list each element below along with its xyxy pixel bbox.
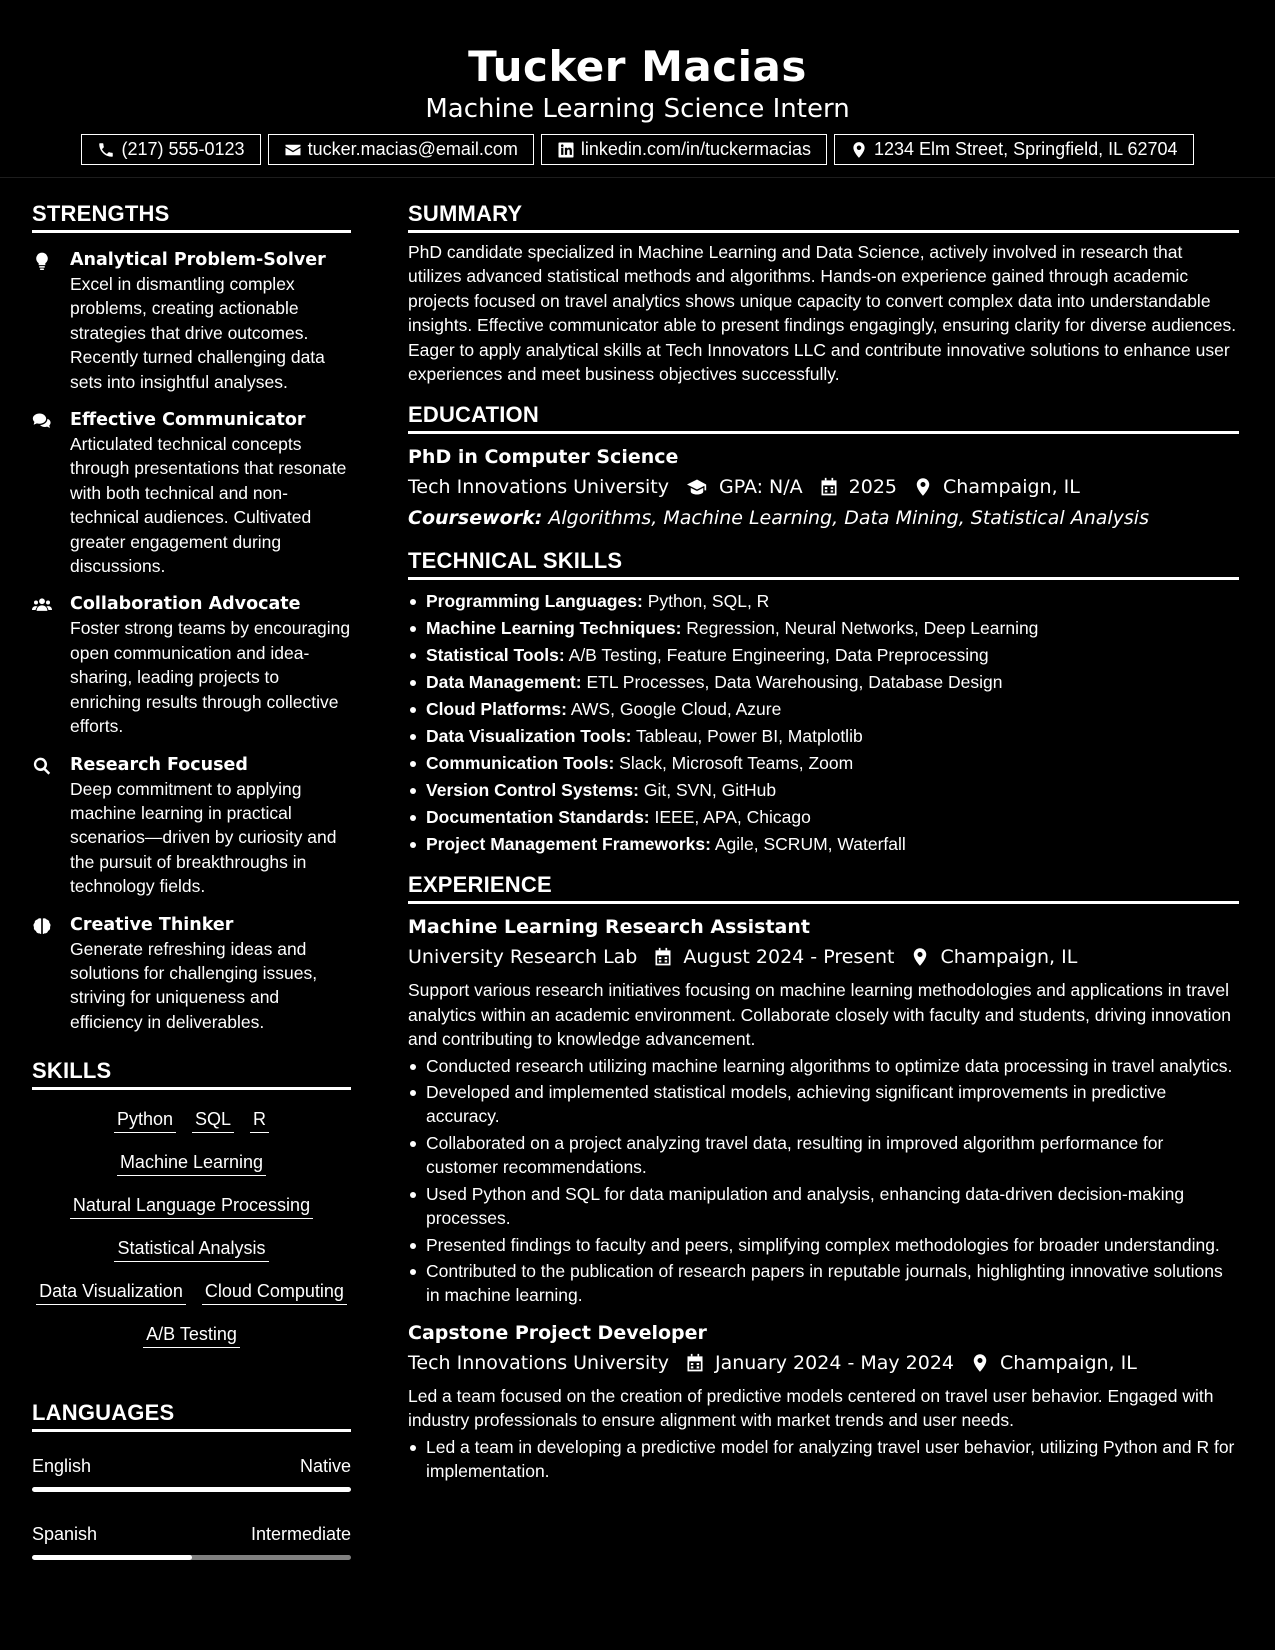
language-proficiency-bar	[32, 1555, 351, 1560]
experience-title: EXPERIENCE	[408, 872, 1239, 904]
skill-tag: Python	[114, 1106, 176, 1133]
education-school: Tech Innovations University	[408, 476, 669, 499]
list-item	[408, 642, 1239, 669]
technical-skills-list	[408, 588, 1239, 858]
skills-title: SKILLS	[32, 1058, 351, 1090]
list-item	[408, 831, 1239, 858]
contact-linkedin-text: linkedin.com/in/tuckermacias	[580, 139, 811, 159]
coursework-label: Coursework:	[408, 507, 543, 530]
job-org: University Research Lab	[408, 946, 638, 969]
strength-title: Research Focused	[70, 754, 248, 775]
contact-address-text: 1234 Elm Street, Springfield, IL 62704	[874, 139, 1178, 159]
skill-label: Documentation Standards:	[426, 807, 650, 828]
education-year: 2025	[848, 476, 898, 499]
strength-desc: Generate refreshing ideas and solutions for challenging issues, striving for uniqueness and efficiency in deliverables.	[70, 938, 318, 1032]
comments-icon	[32, 411, 52, 431]
lightbulb-icon	[32, 251, 52, 271]
strength-title: Creative Thinker	[70, 914, 234, 935]
strength-title: Collaboration Advocate	[70, 594, 301, 615]
linkedin-icon	[557, 141, 575, 159]
strength-item	[32, 592, 351, 738]
language-proficiency-fill	[32, 1555, 192, 1560]
map-pin-icon	[913, 477, 933, 497]
skill-value: Python, SQL, R	[647, 591, 770, 612]
resume-header	[0, 0, 1275, 178]
skill-label: Machine Learning Techniques:	[426, 618, 682, 639]
coursework-list: Algorithms, Machine Learning, Data Mining, Statistical Analysis	[548, 507, 1149, 530]
contact-bar	[0, 134, 1275, 165]
language-item	[32, 1522, 351, 1560]
language-level: Native	[299, 1456, 351, 1477]
left-column	[32, 178, 351, 1560]
job-meta	[408, 943, 1239, 971]
education-location: Champaign, IL	[943, 476, 1080, 499]
job-location: Champaign, IL	[1000, 1351, 1137, 1374]
language-name: Spanish	[32, 1524, 98, 1545]
map-pin-icon	[910, 947, 930, 967]
language-level: Intermediate	[250, 1524, 351, 1545]
calendar-icon	[819, 477, 839, 497]
education-meta	[408, 473, 1239, 501]
envelope-icon	[284, 141, 302, 159]
map-pin-icon	[970, 1353, 990, 1373]
list-item: Presented findings to faculty and peers, simplifying complex methodologies for broader understanding.	[408, 1233, 1239, 1257]
strength-title: Analytical Problem-Solver	[70, 250, 326, 270]
strength-item	[32, 913, 351, 1035]
skill-tag: A/B Testing	[143, 1321, 240, 1348]
skill-value: Regression, Neural Networks, Deep Learning	[686, 618, 1039, 639]
strength-item	[32, 248, 351, 394]
skill-tag: Machine Learning	[117, 1149, 266, 1176]
education-degree: PhD in Computer Science	[408, 446, 679, 469]
language-item	[32, 1454, 351, 1492]
skill-label: Project Management Frameworks:	[426, 834, 711, 855]
job-dates: January 2024 - May 2024	[714, 1351, 955, 1374]
graduation-cap-icon	[685, 477, 709, 497]
calendar-icon	[653, 947, 673, 967]
strength-title: Effective Communicator	[70, 410, 306, 431]
contact-phone[interactable]	[81, 134, 260, 165]
skill-value: IEEE, APA, Chicago	[654, 807, 811, 828]
education-title: EDUCATION	[408, 402, 1239, 434]
summary-title: SUMMARY	[408, 201, 1239, 233]
skill-tag: SQL	[192, 1106, 234, 1133]
language-name: English	[32, 1456, 92, 1477]
list-item	[408, 777, 1239, 804]
skill-value: Agile, SCRUM, Waterfall	[714, 834, 906, 855]
skill-label: Programming Languages:	[426, 591, 643, 612]
skill-label: Data Visualization Tools:	[426, 726, 632, 747]
strength-item	[32, 408, 351, 578]
job-bullets	[408, 1435, 1239, 1484]
job-dates: August 2024 - Present	[683, 946, 895, 969]
summary-text: PhD candidate specialized in Machine Learning and Data Science, actively involved in research that utilizes advanced statistical methods and algorithms. Hands-on experience gained through academic projects focused on travel analytics shows unique capacity to convert complex data into understandable insights. Effective communicator able to present findings engagingly, ensuring clarity for diverse audiences. Eager to apply analytical skills at Tech Innovators LLC and contribute innovative solutions to enhance user experiences and meet business objectives successfully.	[408, 242, 1237, 385]
skill-label: Statistical Tools:	[426, 645, 565, 666]
languages-title: LANGUAGES	[32, 1400, 351, 1432]
skill-label: Communication Tools:	[426, 753, 615, 774]
list-item: Used Python and SQL for data manipulation and analysis, enhancing data-driven decision-making processes.	[408, 1182, 1239, 1231]
list-item: Developed and implemented statistical models, achieving significant improvements in predictive accuracy.	[408, 1080, 1239, 1129]
technical-skills-title: TECHNICAL SKILLS	[408, 548, 1239, 580]
skill-label: Data Management:	[426, 672, 582, 693]
list-item: Collaborated on a project analyzing travel data, resulting in improved algorithm performance for customer recommendations.	[408, 1131, 1239, 1180]
strength-desc: Excel in dismantling complex problems, creating actionable strategies that drive outcomes. Recently turned challenging data sets into insightful analyses.	[70, 274, 325, 392]
list-item	[408, 696, 1239, 723]
strength-desc: Articulated technical concepts through presentations that resonate with both technical and non-technical audiences. Cultivated greater engagement during discussions.	[70, 434, 347, 577]
contact-email-text: tucker.macias@email.com	[307, 139, 518, 159]
job-title: Capstone Project Developer	[408, 1321, 707, 1344]
list-item	[408, 804, 1239, 831]
list-item: Conducted research utilizing machine learning algorithms to optimize data processing in travel analytics.	[408, 1054, 1239, 1078]
strength-desc: Deep commitment to applying machine learning in practical scenarios—driven by curiosity and the pursuit of breakthroughs in technology fields.	[70, 778, 337, 897]
contact-linkedin[interactable]	[541, 134, 827, 165]
job-meta	[408, 1349, 1239, 1377]
list-item: Contributed to the publication of research papers in reputable journals, highlighting innovative solutions in machine learning.	[408, 1259, 1239, 1308]
list-item: Led a team in developing a predictive model for analyzing travel user behavior, utilizing Python and R for implementation.	[408, 1435, 1239, 1484]
contact-email[interactable]	[268, 134, 534, 165]
strengths-title: STRENGTHS	[32, 201, 351, 233]
skill-value: ETL Processes, Data Warehousing, Database Design	[586, 672, 1003, 693]
strength-item	[32, 753, 351, 899]
strength-desc: Foster strong teams by encouraging open communication and idea-sharing, leading projects to enriching results through collective efforts.	[70, 618, 351, 737]
skill-tag: R	[250, 1106, 269, 1133]
job-bullets	[408, 1054, 1239, 1308]
candidate-name: Tucker Macias	[468, 42, 807, 91]
education-gpa: GPA: N/A	[718, 476, 803, 499]
list-item	[408, 588, 1239, 615]
skills-list	[32, 1106, 351, 1348]
list-item	[408, 750, 1239, 777]
language-proficiency-bar	[32, 1487, 351, 1492]
skill-value: Git, SVN, GitHub	[643, 780, 777, 801]
skill-tag: Cloud Computing	[202, 1278, 347, 1305]
skill-label: Cloud Platforms:	[426, 699, 567, 720]
skill-value: Tableau, Power BI, Matplotlib	[636, 726, 863, 747]
users-icon	[32, 595, 52, 615]
list-item	[408, 669, 1239, 696]
job-description: Support various research initiatives focusing on machine learning methodologies and applications in travel analytics within an academic environment. Collaborate closely with faculty and students, driving innovation and contributing to knowledge advancement.	[408, 980, 1231, 1050]
job-title: Machine Learning Research Assistant	[408, 916, 810, 939]
job-role: Machine Learning Science Intern	[425, 94, 850, 124]
skill-tag: Data Visualization	[36, 1278, 186, 1305]
language-proficiency-fill	[32, 1487, 351, 1492]
phone-icon	[97, 141, 115, 159]
contact-phone-text: (217) 555-0123	[121, 139, 245, 159]
list-item	[408, 615, 1239, 642]
education-coursework	[408, 504, 1239, 532]
search-icon	[32, 756, 52, 776]
skill-value: AWS, Google Cloud, Azure	[570, 699, 782, 720]
job-location: Champaign, IL	[940, 946, 1078, 969]
map-pin-icon	[850, 141, 868, 159]
right-column	[408, 178, 1239, 1485]
skill-value: Slack, Microsoft Teams, Zoom	[619, 753, 854, 774]
list-item	[408, 723, 1239, 750]
skill-value: A/B Testing, Feature Engineering, Data Preprocessing	[568, 645, 989, 666]
job-description: Led a team focused on the creation of predictive models centered on travel user behavior. Engaged with industry professionals to ensure alignment with market trends and user needs.	[408, 1385, 1214, 1431]
job-org: Tech Innovations University	[408, 1351, 669, 1374]
brain-icon	[32, 916, 52, 936]
skill-label: Version Control Systems:	[426, 780, 639, 801]
skill-tag: Statistical Analysis	[114, 1235, 268, 1262]
skill-tag: Natural Language Processing	[70, 1192, 313, 1219]
calendar-icon	[685, 1353, 705, 1373]
contact-address[interactable]	[834, 134, 1194, 165]
